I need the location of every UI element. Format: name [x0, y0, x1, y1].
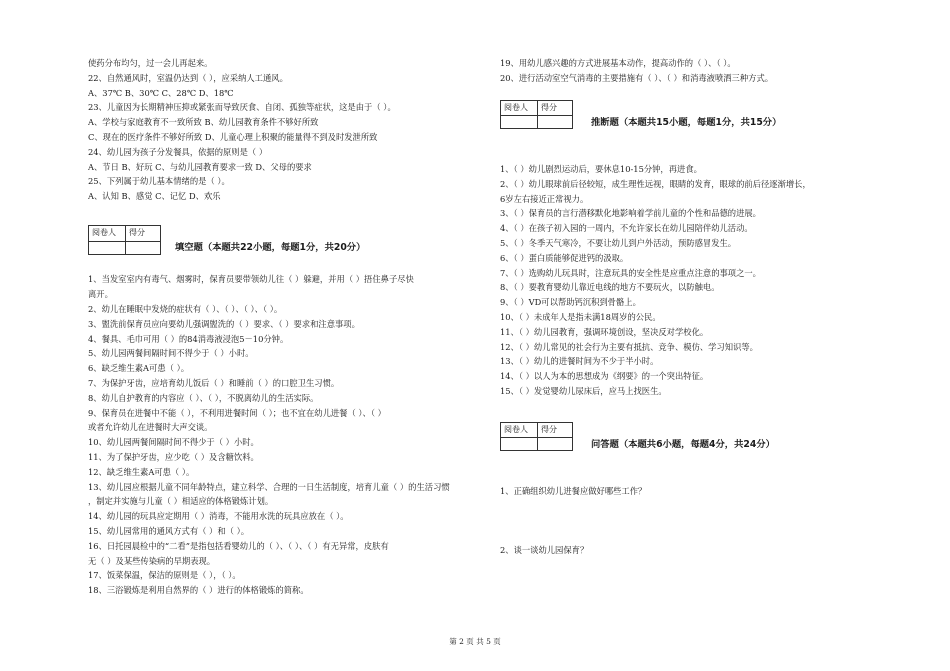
question-line: 15、（ ）发觉婴幼儿尿床后，应马上找医生。	[500, 385, 667, 396]
question-line: 4、（ ）在孩子初入园的一周内，不允许家长在幼儿园陪伴幼儿活动。	[500, 223, 753, 234]
question-line: 2、幼儿在睡眠中发烧的症状有（ ）、（ ）、（ ）、（ ）。	[88, 303, 283, 314]
question-line: 或者允许幼儿在进餐时大声交谈。	[88, 422, 213, 433]
page-number: 第 2 页 共 5 页	[449, 637, 501, 646]
question-line: 1、当发室室内有毒气、烟雾时，保育员要带领幼儿往（ ）躲避，并用（ ）捂住鼻子尽快	[88, 274, 414, 285]
question-line: 7、（ ）选购幼儿玩具时，注意玩具的安全性是应重点注意的事项之一。	[500, 267, 761, 278]
question-line: 6岁左右接近正常视力。	[500, 193, 589, 204]
question-line: 13、（ ）幼儿的进餐时间为不少于半小时。	[500, 356, 659, 367]
question-line: 无（ ）及某些传染病的早期表现。	[88, 555, 216, 566]
question-line: 23、儿童因为长期精神压抑或紧张而导致厌食、自闭、孤独等症状，这是由于（ ）。	[88, 102, 396, 113]
question-line: 13、幼儿园应根据儿童不同年龄特点，建立科学、合理的一日生活制度，培育儿童（ ）的生活习惯	[88, 481, 450, 492]
question-line: C、现在的医疗条件不够好所致 D、儿童心理上积聚的能量得不到及时发泄所致	[88, 131, 378, 142]
question-line: A、37℃ B、30℃ C、28℃ D、18℃	[88, 87, 234, 98]
grader-cell	[501, 438, 538, 451]
section-title: 填空题（本题共22小题，每题1分，共20分）	[175, 241, 366, 253]
question-line: A、节日 B、好玩 C、与幼儿园教育要求一致 D、父母的要求	[88, 161, 312, 172]
question-line: 15、幼儿园常用的通风方式有（ ）和（ ）。	[88, 525, 250, 536]
section-title: 问答题（本题共6小题，每题4分，共24分）	[591, 438, 775, 450]
question-line: 使药分布均匀，过一会儿再起来。	[88, 58, 213, 68]
score-label: 得分	[538, 100, 573, 116]
grader-score-box	[88, 225, 161, 255]
left-column	[88, 56, 488, 598]
score-cell	[126, 241, 161, 254]
question-line: A、学校与家庭教育不一致所致 B、幼儿园教育条件不够好所致	[88, 117, 319, 128]
question-line: 14、幼儿园的玩具应定期用（ ）消毒，不能用水洗的玩具应放在（ ）。	[88, 511, 349, 522]
right-column	[500, 56, 900, 558]
question-line: 4、餐具、毛巾可用（ ）的84消毒液浸泡5－10分钟。	[88, 333, 289, 344]
grader-score-box	[500, 100, 573, 130]
question-line: 19、用幼儿感兴趣的方式进展基本动作，提高动作的（ ）、（ ）。	[500, 58, 736, 68]
grader-label: 阅卷人	[89, 225, 126, 241]
grader-cell	[501, 116, 538, 129]
question-line: 11、为了保护牙齿，应少吃（ ）及含糖饮料。	[88, 451, 259, 462]
qa-question-2: 2、谈一谈幼儿园保育？	[500, 545, 589, 556]
question-line: 2、（ ）幼儿眼球前后径较短，成生理性远视，眼睛的发育，眼球的前后径逐渐增长，	[500, 178, 811, 189]
question-line: A、认知 B、感觉 C、记忆 D、欢乐	[88, 191, 221, 202]
question-line: 5、（ ）冬季天气寒冷，不要让幼儿到户外活动，预防感冒发生。	[500, 237, 737, 248]
grader-label: 阅卷人	[501, 422, 538, 438]
grader-label: 阅卷人	[501, 100, 538, 116]
score-label: 得分	[538, 422, 573, 438]
question-line: 3、盥洗前保育员应向要幼儿强调盥洗的（ ）要求、（ ）要求和注意事项。	[88, 318, 360, 329]
qa-section-header	[500, 422, 900, 453]
question-line: 7、为保护牙齿，应培育幼儿饭后（ ）和睡前（ ）的口腔卫生习惯。	[88, 377, 340, 388]
question-line: 18、三浴锻炼是利用自然界的（ ）进行的体格锻炼的简称。	[88, 585, 309, 596]
question-line: 16、日托园晨检中的“二看”是指包括看婴幼儿的（ ）、（ ）、（ ）有无异常，皮肤有	[88, 540, 389, 551]
question-line: 25、下列属于幼儿基本情绪的是（ ）。	[88, 176, 230, 187]
grader-cell	[89, 241, 126, 254]
question-line: 10、（ ）未成年人是指未满18周岁的公民。	[500, 311, 661, 322]
qa-question-1: 1、正确组织幼儿进餐应做好哪些工作？	[500, 485, 647, 496]
score-cell	[538, 116, 573, 129]
score-label: 得分	[126, 225, 161, 241]
section-title: 推断题（本题共15小题，每题1分，共15分）	[591, 116, 782, 128]
question-line: 12、缺乏维生素A可患（ ）。	[88, 466, 195, 477]
question-line: 5、幼儿园两餐间隔时间不得少于（ ）小时。	[88, 348, 254, 359]
question-line: 20、进行活动室空气消毒的主要措施有（ ）、（ ）和消毒液喷洒三种方式。	[500, 72, 774, 83]
question-line: ，制定并实施与儿童（ ）相适应的体格锻炼计划。	[88, 496, 274, 507]
true-false-section-header	[500, 100, 900, 131]
question-line: 6、（ ）蛋白质能够促进钙的汲取。	[500, 252, 629, 263]
question-line: 8、（ ）要教育婴幼儿靠近电线的地方不要玩火，以防触电。	[500, 282, 720, 293]
question-line: 24、幼儿园为孩子分发餐具，依据的原则是（ ）	[88, 146, 268, 157]
fill-blank-section-header	[88, 225, 488, 256]
question-line: 8、幼儿自护教育的内容应（ ）、（ ），不脱离幼儿的生活实际。	[88, 392, 319, 403]
question-line: 1、（ ）幼儿剧烈运动后，要休息10-15分钟，再进食。	[500, 163, 702, 174]
question-line: 12、（ ）幼儿常见的社会行为主要有抵抗、竞争、模仿、学习知识等。	[500, 341, 758, 352]
question-line: 9、（ ）VD可以帮助钙沉积到骨骼上。	[500, 297, 641, 308]
question-line: 22、自然通风时，室温仍达到（ ），应采纳人工通风。	[88, 72, 288, 83]
question-line: 3、（ ）保育员的言行潜移默化地影响着学前儿童的个性和品德的进展。	[500, 208, 761, 219]
question-line: 14、（ ）以人为本的思想成为《纲要》的一个突出特征。	[500, 371, 709, 382]
question-line: 17、饭菜保温，保洁的原则是（ ），（ ）。	[88, 570, 241, 581]
question-line: 6、缺乏维生素A可患（ ）。	[88, 363, 190, 374]
true-false-questions	[500, 162, 900, 399]
multiple-choice-continued	[88, 56, 488, 204]
score-cell	[538, 438, 573, 451]
fill-blank-continued	[500, 56, 900, 86]
question-line: 11、（ ）幼儿园教育，强调环境创设，坚决反对学校化。	[500, 326, 709, 337]
fill-blank-questions	[88, 272, 488, 598]
question-line: 离开。	[88, 289, 113, 300]
question-line: 10、幼儿园两餐间隔时间不得少于（ ）小时。	[88, 437, 259, 448]
question-line: 9、保育员在进餐中不能（ ），不利用进餐时间（ ）；也不宜在幼儿进餐（ ）、（ ）	[88, 407, 386, 418]
grader-score-box	[500, 422, 573, 452]
